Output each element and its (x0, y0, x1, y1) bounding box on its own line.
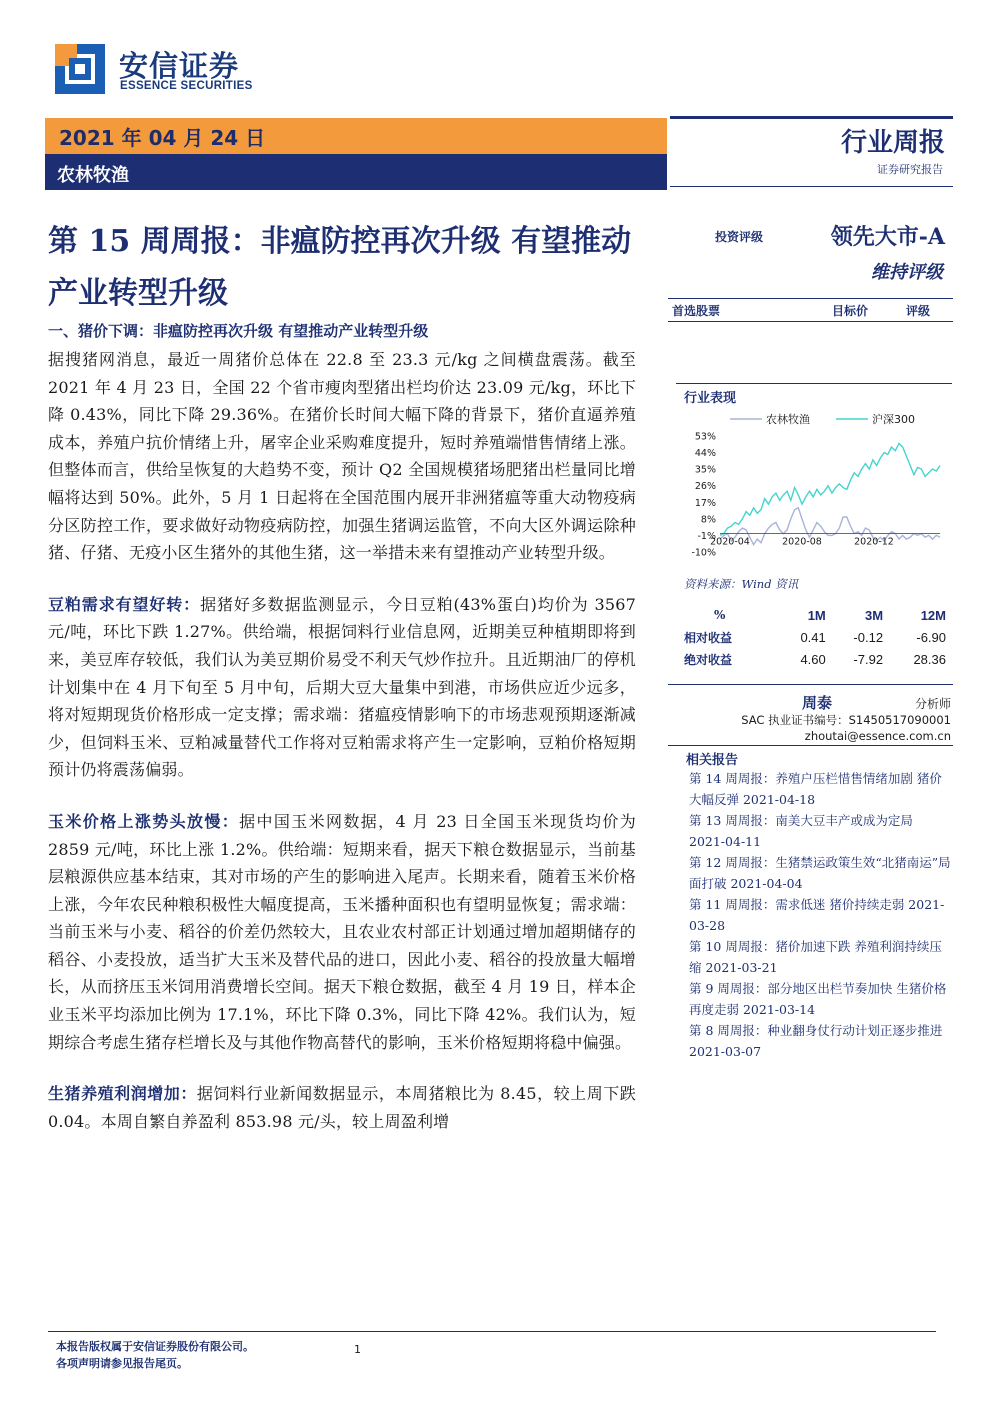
perf-row-label: 绝对收益 (684, 652, 733, 667)
legend-label: 农林牧渔 (766, 413, 810, 426)
related-report-item[interactable]: 第 10 周周报：猪价加速下跌 养殖利润持续压缩 2021-03-21 (689, 939, 942, 975)
related-report-item[interactable]: 第 12 周周报：生猪禁运政策生效“北猪南运”局面打破 2021-04-04 (689, 855, 951, 891)
perf-cell: -0.12 (853, 629, 884, 645)
perf-header-3m: 3M (865, 607, 884, 623)
related-reports-title: 相关报告 (686, 753, 739, 768)
perf-cell: 0.41 (800, 629, 826, 645)
x-tick-label: 2020-04 (710, 536, 750, 548)
rating-label: 投资评级 (715, 230, 764, 244)
paragraph-text: 据猪好多数据监测显示，今日豆粕(43%蛋白)均价为 3567 元/吨，环比下跌 1.27%。供给端，根据饲料行业信息网，近期美豆种植期即将到来，美豆库存较低，我们认为美豆期价易受不利天气炒作拉升。且近期油厂的停机计划集中在 4 月下旬至 5 月中旬，后期大豆大量集中到港，市场供应近少远多，将对短期现货价格形成一定支撑；需求端：猪瘟疫情影响下的市场悲观预期逐渐减少，但饲料玉米、豆粕减量替代工作将对豆粕需求将产生一定影响，豆粕价格短期预计仍将震荡偏弱。 (48, 594, 636, 780)
y-tick-label: -10% (691, 547, 716, 559)
related-report-item[interactable]: 第 14 周周报：养殖户压栏惜售情绪加剧 猪价大幅反弹 2021-04-18 (689, 771, 942, 807)
series-line (720, 508, 940, 545)
paragraph-corn (48, 808, 636, 1056)
paragraph-text: 据中国玉米网数据，4 月 23 日全国玉米现货均价为 2859 元/吨，环比上涨 1.2%。供给端：短期来看，据天下粮仓数据显示，当前基层粮源供应基本结束，其对市场的产生的影响进入尾声。长期来看，随着玉米价格上涨，今年农民种粮积极性大幅度提高，玉米播种面积也有望明显恢复；需求端：当前玉米与小麦、稻谷的价差仍然较大，且农业农村部正计划通过增加超期储存的稻谷、小麦投放，适当扩大玉米及替代品的进口，因此小麦、稻谷的投放量大幅增长，从而挤压玉米饲用消费增长空间。据天下粮仓数据，截至 4 月 19 日，样本企业玉米平均添加比例为 17.1%，环比下降 0.3%，同比下降 42%。我们认为，短期综合考虑生猪存栏增长及与其他作物高替代的影响，玉米价格短期将稳中偏强。 (48, 811, 637, 1052)
stocks-rule-bottom (668, 321, 953, 322)
section-heading: 一、猪价下调：非瘟防控再次升级 有望推动产业转型升级 (48, 322, 429, 340)
perf-row-relative (684, 626, 946, 648)
related-report-item[interactable]: 第 13 周周报：南美大豆丰产或成为定局 2021-04-11 (689, 813, 913, 849)
stocks-rule-top (668, 298, 953, 299)
perf-title: 行业表现 (684, 391, 737, 406)
rating-status: 维持评级 (871, 262, 943, 283)
perf-cell: -7.92 (853, 651, 884, 667)
stocks-col-rating: 评级 (906, 304, 931, 318)
footer-copyright: 本报告版权属于安信证券股份有限公司。 (56, 1340, 254, 1353)
rating-value: 领先大市-A (830, 224, 945, 250)
performance-table (684, 604, 946, 670)
paragraph-soymeal (48, 591, 636, 784)
related-reports-list (689, 768, 951, 1062)
perf-cell: 28.36 (913, 651, 946, 667)
analyst-rule (668, 684, 953, 685)
related-report-item[interactable]: 第 11 周周报：需求低迷 猪价持续走弱 2021-03-28 (689, 897, 945, 933)
footer-notice: 各项声明请参见报告尾页。 (56, 1357, 188, 1370)
y-tick-label: 26% (694, 481, 716, 493)
paragraph-lead: 生猪养殖利润增加： (48, 1084, 197, 1104)
header-rule-top (670, 116, 953, 119)
stocks-col-name: 首选股票 (672, 304, 721, 318)
perf-header-unit: % (714, 608, 726, 622)
stocks-col-target: 目标价 (832, 304, 869, 318)
y-tick-label: 8% (700, 514, 716, 526)
related-report-item[interactable]: 第 8 周周报：种业翻身仗行动计划正逐步推进 2021-03-07 (689, 1023, 943, 1059)
paragraph-lead: 豆粕需求有望好转： (48, 594, 201, 614)
perf-row-label: 相对收益 (684, 630, 733, 645)
analyst-email[interactable]: zhoutai@essence.com.cn (804, 729, 951, 743)
perf-cell: -6.90 (916, 629, 946, 645)
sector-name: 农林牧渔 (57, 165, 129, 186)
perf-table-header (684, 604, 946, 626)
chart-source: 资料来源：Wind 资讯 (684, 577, 799, 591)
report-date: 2021 年 04 月 24 日 (59, 126, 266, 150)
logo-text-cn: 安信证券 (119, 49, 240, 83)
page-title: 第 15 周周报：非瘟防控再次升级 有望推动产业转型升级 (48, 224, 632, 311)
page-number: 1 (354, 1343, 361, 1356)
sector-bar (45, 154, 667, 190)
related-report-item[interactable]: 第 9 周周报：部分地区出栏节奏加快 生猪价格再度走弱 2021-03-14 (689, 981, 947, 1017)
logo-mark-icon (55, 44, 105, 94)
perf-row-absolute (684, 648, 946, 670)
main-body (48, 320, 636, 1135)
header-rule-bottom (670, 186, 953, 187)
footer-rule (48, 1331, 936, 1332)
paragraph-hog-profit (48, 1080, 636, 1135)
analyst-name: 周泰 (802, 694, 833, 712)
analyst-role: 分析师 (914, 697, 951, 711)
logo-text-en: ESSENCE SECURITIES (120, 80, 253, 92)
paragraph-text: 据饲料行业新闻数据显示，本周猪粮比为 8.45，较上周下跌 0.04。本周自繁自养盈利 853.98 元/头，较上周盈利增 (48, 1084, 636, 1131)
report-subtitle: 证券研究报告 (877, 163, 943, 176)
y-tick-label: -1% (697, 530, 716, 542)
legend-label: 沪深300 (872, 413, 915, 426)
related-rule (668, 745, 953, 746)
perf-header-12m: 12M (920, 607, 946, 623)
y-tick-label: 53% (694, 431, 716, 443)
y-tick-label: 17% (694, 497, 716, 509)
date-bar (45, 118, 667, 154)
y-tick-label: 44% (694, 448, 716, 460)
paragraph-lead: 玉米价格上涨势头放慢： (48, 811, 240, 831)
industry-performance-chart (676, 406, 952, 564)
series-line (720, 443, 940, 535)
report-type: 行业周报 (840, 128, 945, 158)
footer-disclaimer (56, 1338, 254, 1372)
analyst-sac: SAC 执业证书编号：S1450517090001 (741, 713, 951, 727)
perf-cell: 4.60 (800, 651, 826, 667)
perf-rule (676, 383, 952, 384)
x-tick-label: 2020-12 (854, 536, 894, 548)
company-logo (55, 40, 255, 100)
perf-header-1m: 1M (807, 607, 826, 623)
x-tick-label: 2020-08 (782, 536, 822, 548)
paragraph-hog-price: 据搜猪网消息，最近一周猪价总体在 22.8 至 23.3 元/kg 之间横盘震荡。截至 2021 年 4 月 23 日，全国 22 个省市瘦肉型猪出栏均价达 23.09 元/kg，环比下降 0.43%，同比下降 29.36%。在猪价长时间大幅下降的背景下，猪价直逼养殖成本，养殖户抗价情绪上升，屠宰企业采购难度提升，短时养殖端惜售情绪上涨。但整体而言，供给呈恢复的大趋势不变，预计 Q2 全国规模猪场肥猪出栏量同比增幅将达到 50%。此外，5 月 1 日起将在全国范围内展开非洲猪瘟等重大动物疫病分区防控工作，要求做好动物疫病防控，加强生猪调运监管，不向大区外调运除种猪、仔猪、无疫小区生猪外的其他生猪，这一举措未来有望推动产业转型升级。 (48, 350, 636, 563)
y-tick-label: 35% (694, 464, 716, 476)
